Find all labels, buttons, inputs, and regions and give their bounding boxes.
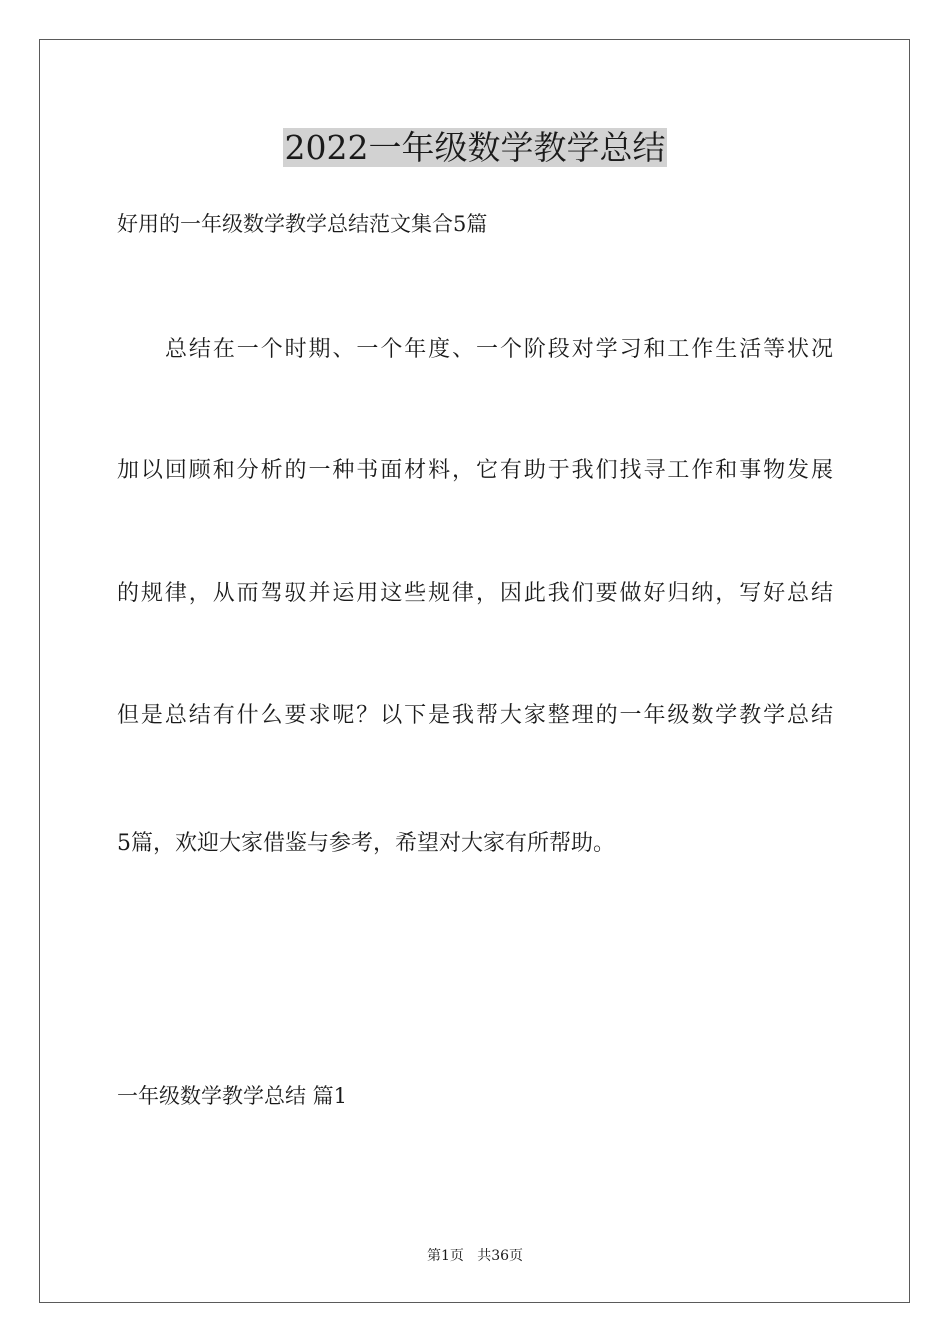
paragraph-line: 的规律，从而驾驭并运用这些规律，因此我们要做好归纳，写好总结 xyxy=(117,581,833,606)
document-title-text: 2022一年级数学教学总结 xyxy=(284,128,666,167)
section-heading: 一年级数学教学总结 篇1 xyxy=(117,1084,348,1108)
paragraph-line: 总结在一个时期、一个年度、一个阶段对学习和工作生活等状况 xyxy=(165,337,833,362)
document-title xyxy=(0,126,950,170)
document-subtitle: 好用的一年级数学教学总结范文集合5篇 xyxy=(117,212,488,236)
page-number-footer: 第1页 共36页 xyxy=(426,1248,524,1264)
paragraph-line: 加以回顾和分析的一种书面材料，它有助于我们找寻工作和事物发展 xyxy=(117,458,833,483)
paragraph-line: 5篇，欢迎大家借鉴与参考，希望对大家有所帮助。 xyxy=(117,831,615,856)
paragraph-line: 但是总结有什么要求呢？以下是我帮大家整理的一年级数学教学总结 xyxy=(117,703,833,728)
